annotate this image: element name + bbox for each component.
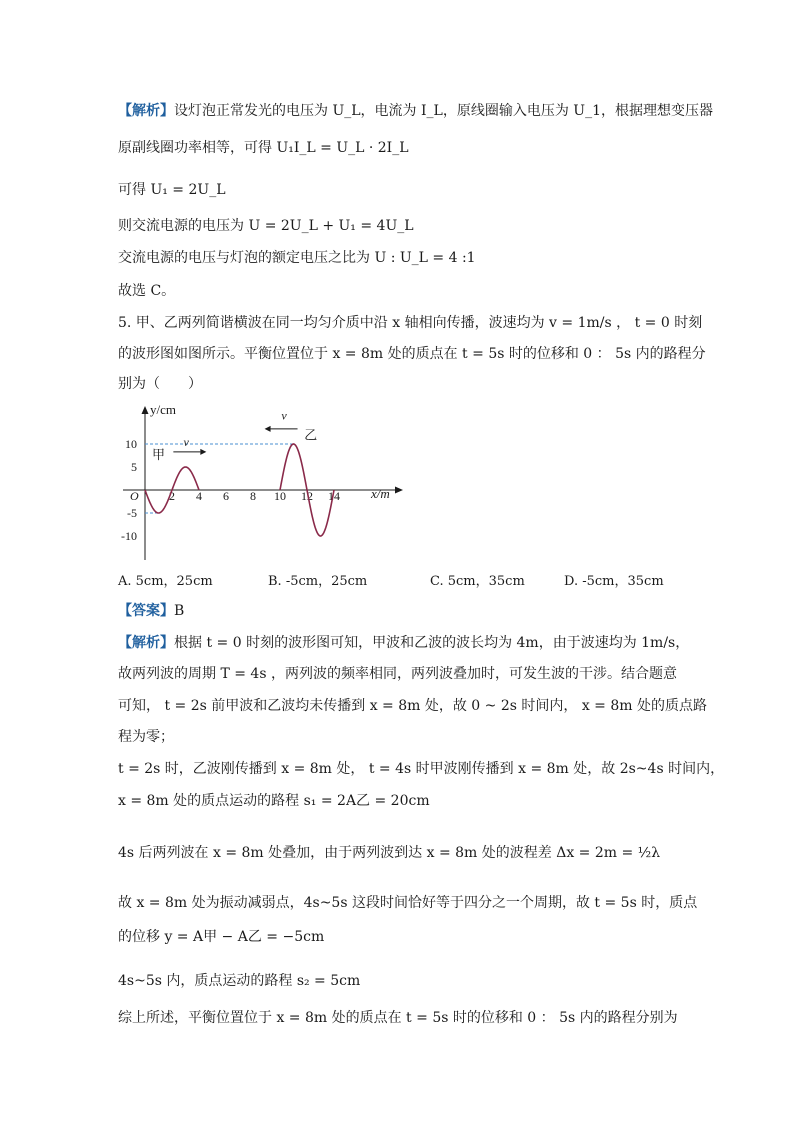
analysis2-line-8: 故 x = 8m 处为振动减弱点，4s~5s 这段时间恰好等于四分之一个周期，故 t = 5s 时，质点 [118, 895, 698, 911]
y-tick-label: 10 [125, 437, 137, 451]
answer-tag: 【答案】 [118, 603, 174, 619]
y-axis-arrow [142, 406, 149, 414]
analysis2-line-5: t = 2s 时，乙波刚传播到 x = 8m 处， t = 4s 时甲波刚传播到 x = 8m 处，故 2s~4s 时间内， [118, 761, 725, 777]
x-tick-label: 6 [223, 489, 229, 503]
analysis-text: 设灯泡正常发光的电压为 U_L，电流为 I_L，原线圈输入电压为 U_1，根据理想变压器 [174, 103, 713, 119]
velocity-arrowhead-jia [200, 449, 206, 455]
y-tick-label: 5 [131, 460, 137, 474]
x-tick-label: 4 [196, 489, 202, 503]
wave-label-jia: 甲 [151, 446, 166, 462]
analysis-line-3: 可得 U₁ = 2U_L [118, 182, 226, 198]
analysis-line-5: 交流电源的电压与灯泡的额定电压之比为 U : U_L = 4 :1 [118, 250, 476, 266]
wave-label-yi: 乙 [304, 427, 318, 443]
analysis2-line-4: 程为零； [118, 729, 174, 745]
origin-label: O [130, 489, 139, 503]
x-tick-label: 12 [301, 489, 313, 503]
choice-a[interactable]: A. 5cm，25cm [118, 574, 213, 589]
answer-choices [118, 570, 678, 590]
question-line-3: 别为（ ） [118, 376, 202, 392]
answer-line [118, 601, 184, 621]
analysis2-line-2: 故两列波的周期 T = 4s ，两列波的频率相同，两列波叠加时，可发生波的干涉。结合题意 [118, 666, 677, 682]
velocity-label-jia: v [183, 434, 189, 449]
analysis2-line-10: 4s~5s 内，质点运动的路程 s₂ = 5cm [118, 973, 361, 989]
wave-chart [115, 402, 415, 562]
y-tick-label: -5 [127, 506, 137, 520]
analysis-tag: 【解析】 [118, 103, 174, 119]
analysis2-line-11: 综上所述，平衡位置位于 x = 8m 处的质点在 t = 5s 时的位移和 0 ： 5s 内的路程分别为 [118, 1010, 678, 1026]
analysis-line-2: 原副线圈功率相等，可得 U₁I_L = U_L · 2I_L [118, 140, 409, 156]
velocity-label-yi: v [281, 408, 287, 423]
question-line-1: 5. 甲、乙两列简谐横波在同一均匀介质中沿 x 轴相向传播，波速均为 v = 1m/s ， t = 0 时刻 [118, 315, 703, 331]
answer-value: B [174, 603, 185, 619]
y-axis-label: y/cm [150, 402, 176, 417]
analysis2-line-7: 4s 后两列波在 x = 8m 处叠加，由于两列波到达 x = 8m 处的波程差 Δx = 2m = ½λ [118, 845, 661, 861]
analysis2-line-6: x = 8m 处的质点运动的路程 s₁ = 2A乙 = 20cm [118, 793, 430, 809]
analysis2-line-3: 可知， t = 2s 前甲波和乙波均未传播到 x = 8m 处，故 0 ~ 2s 时间内， x = 8m 处的质点路 [118, 698, 707, 714]
choice-c[interactable]: C. 5cm，35cm [430, 574, 525, 589]
analysis2-line-1 [118, 633, 689, 653]
velocity-arrowhead-yi [265, 426, 271, 432]
choice-b[interactable]: B. -5cm，25cm [268, 574, 368, 589]
x-tick-label: 14 [328, 489, 340, 503]
choice-d[interactable]: D. -5cm，35cm [564, 574, 664, 589]
analysis2-text: 根据 t = 0 时刻的波形图可知，甲波和乙波的波长均为 4m，由于波速均为 1m/s， [174, 635, 690, 651]
question-line-2: 的波形图如图所示。平衡位置位于 x = 8m 处的质点在 t = 5s 时的位移和 0 ： 5s 内的路程分 [118, 346, 706, 362]
x-axis-arrow [395, 487, 403, 494]
analysis-line-1 [118, 101, 713, 121]
analysis2-tag: 【解析】 [118, 635, 174, 651]
x-tick-label: 8 [250, 489, 256, 503]
analysis2-line-9: 的位移 y = A甲 − A乙 = −5cm [118, 929, 325, 945]
x-tick-label: 10 [274, 489, 286, 503]
x-axis-label: x/m [371, 486, 390, 501]
analysis-line-4: 则交流电源的电压为 U = 2U_L + U₁ = 4U_L [118, 218, 414, 234]
analysis-line-6: 故选 C。 [118, 283, 176, 299]
y-tick-label: -10 [121, 529, 137, 543]
x-tick-label: 2 [169, 489, 175, 503]
